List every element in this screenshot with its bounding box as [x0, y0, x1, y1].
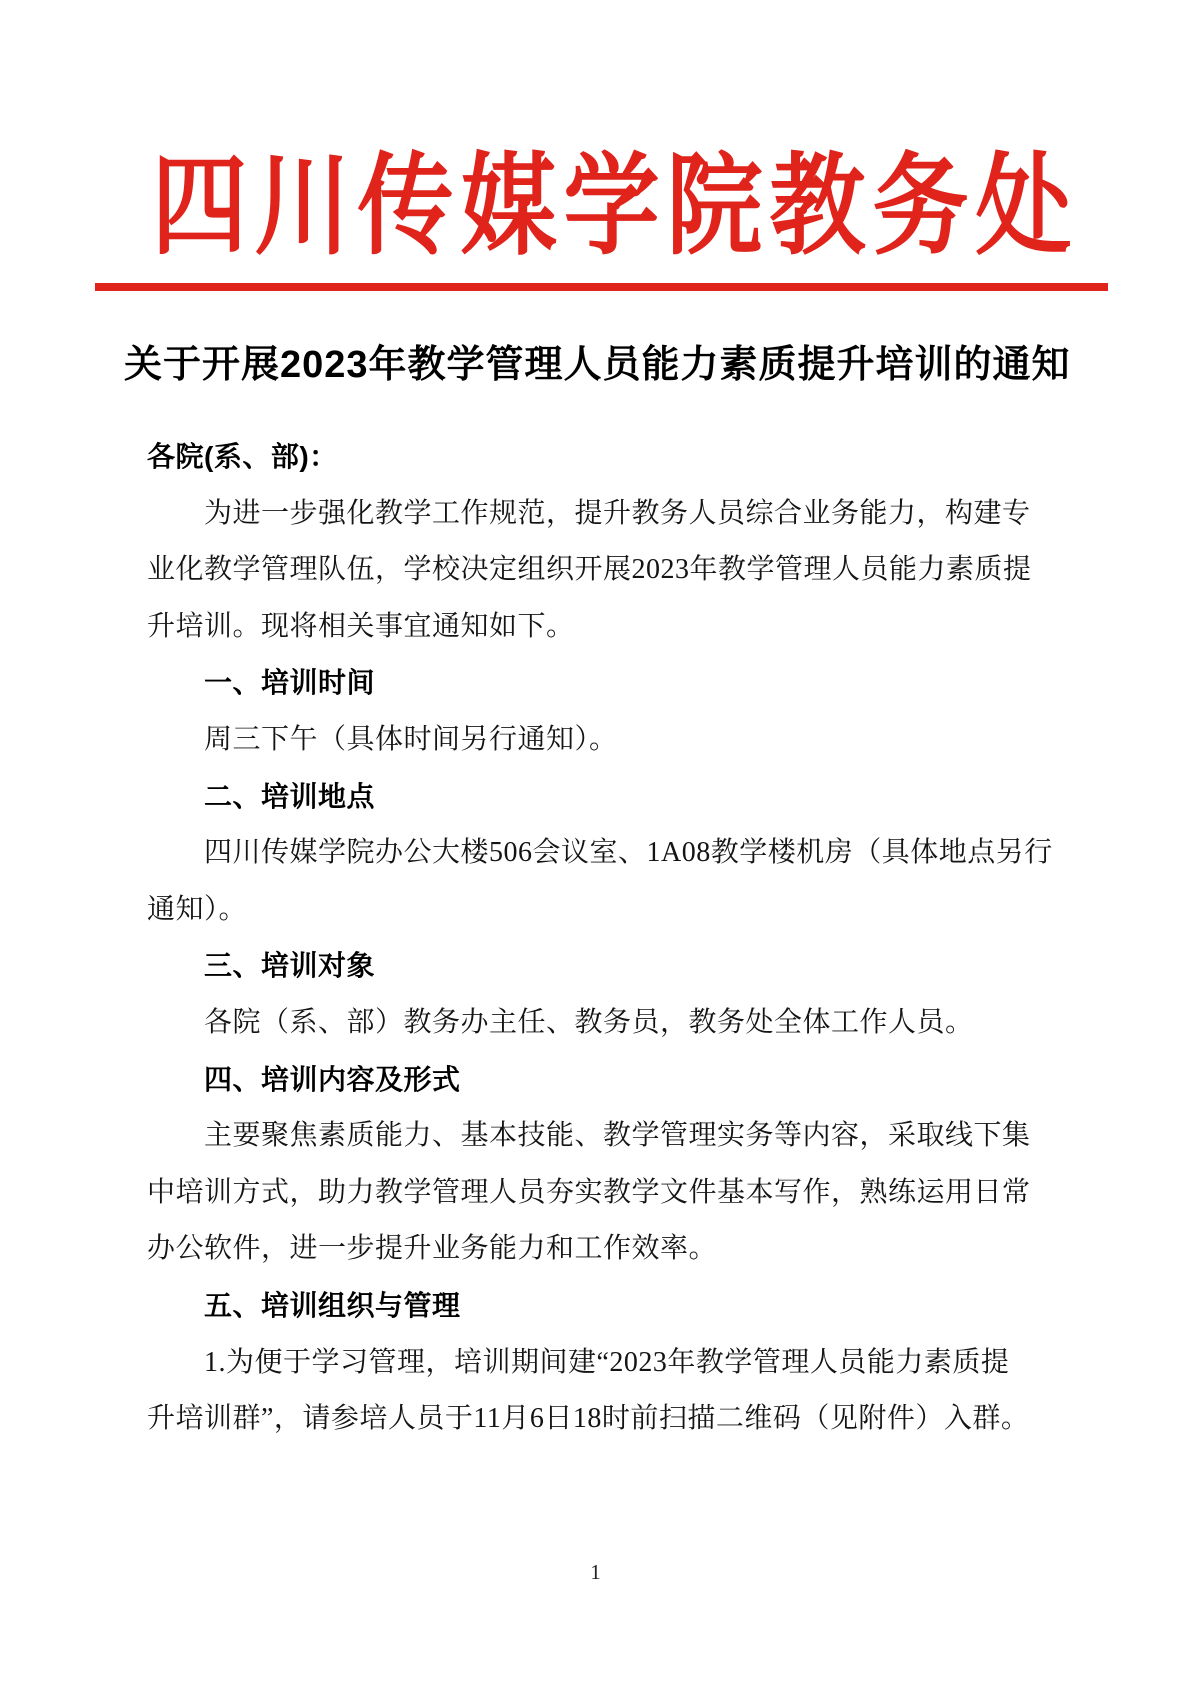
section-4-body-line-3: 办公软件，进一步提升业务能力和工作效率。 — [147, 1233, 718, 1265]
section-2-body-line-1: 四川传媒学院办公大楼506会议室、1A08教学楼机房（具体地点另行 — [204, 837, 1053, 869]
section-1-heading: 一、培训时间 — [204, 667, 376, 699]
section-3-body: 各院（系、部）教务办主任、教务员，教务处全体工作人员。 — [204, 1006, 974, 1038]
section-2-heading: 二、培训地点 — [204, 780, 376, 812]
page-number: 1 — [590, 1560, 601, 1584]
section-3-heading: 三、培训对象 — [204, 950, 376, 982]
intro-paragraph-line-3: 升培训。现将相关事宜通知如下。 — [147, 610, 575, 642]
section-4-body-line-1: 主要聚焦素质能力、基本技能、教学管理实务等内容，采取线下集 — [204, 1120, 1031, 1152]
intro-paragraph-line-2: 业化教学管理队伍，学校决定组织开展2023年教学管理人员能力素质提 — [147, 554, 1032, 586]
section-4-heading: 四、培训内容及形式 — [204, 1063, 461, 1095]
intro-paragraph-line-1: 为进一步强化教学工作规范，提升教务人员综合业务能力，构建专 — [204, 497, 1031, 529]
section-4-body-line-2: 中培训方式，助力教学管理人员夯实教学文件基本写作，熟练运用日常 — [147, 1176, 1031, 1208]
letterhead-title: 四川传媒学院教务处 — [151, 144, 1079, 268]
section-5-body-line-2: 升培训群”，请参培人员于11月6日18时前扫描二维码（见附件）入群。 — [147, 1403, 1030, 1435]
salutation: 各院(系、部)： — [147, 441, 338, 472]
section-5-heading: 五、培训组织与管理 — [204, 1289, 461, 1321]
section-2-body-line-2: 通知）。 — [147, 893, 248, 925]
letterhead-divider-rule — [95, 283, 1108, 291]
section-5-body-line-1: 1.为便于学习管理，培训期间建“2023年教学管理人员能力素质提 — [204, 1346, 1010, 1378]
document-title: 关于开展2023年教学管理人员能力素质提升培训的通知 — [124, 344, 1071, 386]
document-body — [147, 429, 1053, 1448]
section-1-body: 周三下午（具体时间另行通知）。 — [204, 723, 618, 755]
